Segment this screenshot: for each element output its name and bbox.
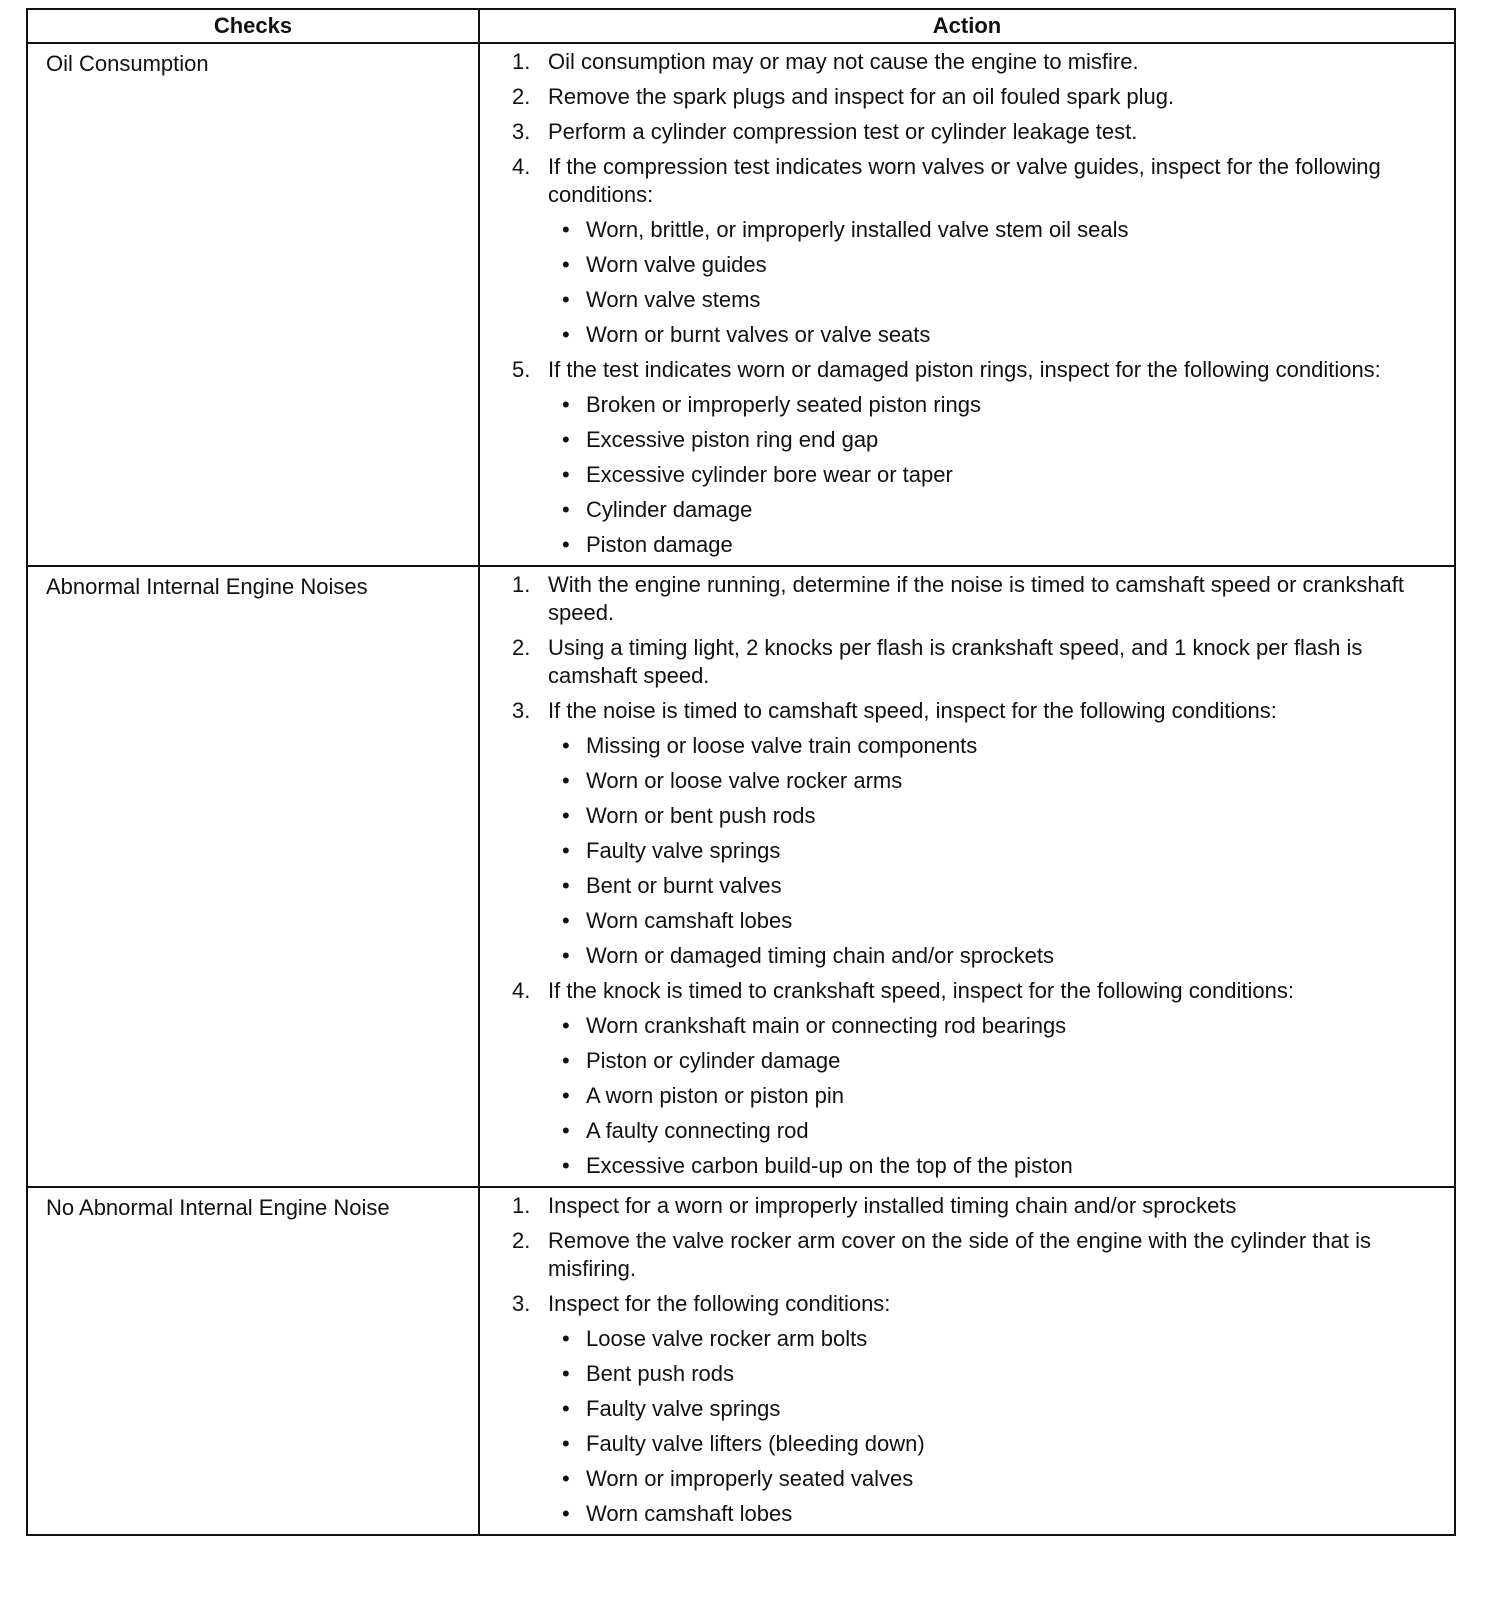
header-row — [27, 9, 1455, 43]
condition-item — [548, 426, 1434, 454]
step-number: 1. — [512, 49, 531, 74]
action-step — [512, 118, 1434, 146]
step-text: If the test indicates worn or damaged piston rings, inspect for the following conditions: — [548, 357, 1381, 382]
condition-item — [548, 1325, 1434, 1353]
condition-text: Loose valve rocker arm bolts — [586, 1326, 868, 1351]
action-cell — [479, 43, 1455, 566]
diagnostic-table — [26, 8, 1456, 1536]
step-text: Inspect for the following conditions: — [548, 1291, 891, 1316]
step-text: Using a timing light, 2 knocks per flash is crankshaft speed, and 1 knock per flash is camshaft speed. — [548, 635, 1363, 688]
bullet-icon: • — [562, 733, 570, 758]
action-cell — [479, 566, 1455, 1187]
condition-text: Broken or improperly seated piston rings — [586, 392, 981, 417]
step-text: If the knock is timed to crankshaft speed, inspect for the following conditions: — [548, 978, 1294, 1003]
condition-text: Piston damage — [586, 532, 733, 557]
condition-list — [548, 732, 1434, 970]
step-number: 4. — [512, 978, 531, 1003]
condition-text: Excessive cylinder bore wear or taper — [586, 462, 953, 487]
condition-list — [548, 391, 1434, 559]
bullet-icon: • — [562, 252, 570, 277]
step-number: 3. — [512, 119, 531, 144]
step-text: If the noise is timed to camshaft speed, inspect for the following conditions: — [548, 698, 1277, 723]
condition-list — [548, 1325, 1434, 1528]
condition-text: Cylinder damage — [586, 497, 753, 522]
condition-text: Worn valve guides — [586, 252, 767, 277]
bullet-icon: • — [562, 427, 570, 452]
bullet-icon: • — [562, 1326, 570, 1351]
condition-item — [548, 1012, 1434, 1040]
bullet-icon: • — [562, 1501, 570, 1526]
condition-text: Worn or improperly seated valves — [586, 1466, 914, 1491]
bullet-icon: • — [562, 838, 570, 863]
action-step — [512, 48, 1434, 76]
condition-text: Worn camshaft lobes — [586, 1501, 793, 1526]
condition-item — [548, 461, 1434, 489]
condition-item — [548, 1152, 1434, 1180]
condition-text: Faulty valve springs — [586, 838, 781, 863]
condition-text: Excessive carbon build-up on the top of the piston — [586, 1153, 1073, 1178]
condition-item — [548, 1047, 1434, 1075]
check-cell: No Abnormal Internal Engine Noise — [27, 1187, 479, 1535]
bullet-icon: • — [562, 873, 570, 898]
action-step — [512, 153, 1434, 349]
condition-item — [548, 531, 1434, 559]
action-step — [512, 1192, 1434, 1220]
condition-text: Faulty valve springs — [586, 1396, 781, 1421]
condition-list — [548, 1012, 1434, 1180]
condition-text: Missing or loose valve train components — [586, 733, 978, 758]
action-steps-list — [512, 1192, 1434, 1528]
step-number: 5. — [512, 357, 531, 382]
condition-text: Excessive piston ring end gap — [586, 427, 879, 452]
condition-item — [548, 802, 1434, 830]
step-text: If the compression test indicates worn valves or valve guides, inspect for the following conditions: — [548, 154, 1381, 207]
step-number: 2. — [512, 1228, 531, 1253]
bullet-icon: • — [562, 768, 570, 793]
condition-text: A worn piston or piston pin — [586, 1083, 845, 1108]
action-step — [512, 697, 1434, 970]
bullet-icon: • — [562, 1083, 570, 1108]
table-row — [27, 1187, 1455, 1535]
condition-item — [548, 1500, 1434, 1528]
action-steps-list — [512, 571, 1434, 1180]
condition-text: Bent or burnt valves — [586, 873, 782, 898]
condition-list — [548, 216, 1434, 349]
action-steps-list — [512, 48, 1434, 559]
condition-text: Worn, brittle, or improperly installed valve stem oil seals — [586, 217, 1129, 242]
step-text: With the engine running, determine if the noise is timed to camshaft speed or crankshaft speed. — [548, 572, 1405, 625]
action-step — [512, 356, 1434, 559]
table-row — [27, 566, 1455, 1187]
bullet-icon: • — [562, 908, 570, 933]
bullet-icon: • — [562, 1396, 570, 1421]
step-number: 1. — [512, 1193, 531, 1218]
condition-item — [548, 251, 1434, 279]
check-cell: Oil Consumption — [27, 43, 479, 566]
condition-item — [548, 767, 1434, 795]
header-checks: Checks — [27, 9, 479, 43]
action-step — [512, 1290, 1434, 1528]
table-body — [27, 43, 1455, 1535]
action-step — [512, 83, 1434, 111]
condition-item — [548, 1430, 1434, 1458]
bullet-icon: • — [562, 532, 570, 557]
condition-text: Worn camshaft lobes — [586, 908, 793, 933]
step-text: Remove the spark plugs and inspect for an oil fouled spark plug. — [548, 84, 1175, 109]
condition-item — [548, 1465, 1434, 1493]
bullet-icon: • — [562, 1118, 570, 1143]
step-number: 3. — [512, 698, 531, 723]
bullet-icon: • — [562, 803, 570, 828]
condition-item — [548, 391, 1434, 419]
bullet-icon: • — [562, 1431, 570, 1456]
condition-item — [548, 1082, 1434, 1110]
step-text: Oil consumption may or may not cause the engine to misfire. — [548, 49, 1139, 74]
table-row — [27, 43, 1455, 566]
bullet-icon: • — [562, 287, 570, 312]
action-step — [512, 977, 1434, 1180]
condition-text: A faulty connecting rod — [586, 1118, 809, 1143]
bullet-icon: • — [562, 392, 570, 417]
step-number: 2. — [512, 84, 531, 109]
condition-text: Piston or cylinder damage — [586, 1048, 841, 1073]
bullet-icon: • — [562, 1013, 570, 1038]
action-step — [512, 571, 1434, 627]
condition-item — [548, 1117, 1434, 1145]
condition-text: Worn crankshaft main or connecting rod bearings — [586, 1013, 1067, 1038]
action-step — [512, 1227, 1434, 1283]
condition-item — [548, 872, 1434, 900]
bullet-icon: • — [562, 322, 570, 347]
condition-text: Faulty valve lifters (bleeding down) — [586, 1431, 925, 1456]
check-cell: Abnormal Internal Engine Noises — [27, 566, 479, 1187]
condition-text: Worn valve stems — [586, 287, 761, 312]
condition-item — [548, 942, 1434, 970]
step-number: 3. — [512, 1291, 531, 1316]
condition-item — [548, 907, 1434, 935]
bullet-icon: • — [562, 1361, 570, 1386]
bullet-icon: • — [562, 1048, 570, 1073]
step-text: Inspect for a worn or improperly installed timing chain and/or sprockets — [548, 1193, 1237, 1218]
condition-text: Worn or bent push rods — [586, 803, 816, 828]
bullet-icon: • — [562, 943, 570, 968]
condition-text: Worn or damaged timing chain and/or sprockets — [586, 943, 1054, 968]
condition-item — [548, 216, 1434, 244]
step-text: Remove the valve rocker arm cover on the side of the engine with the cylinder that is misfiring. — [548, 1228, 1371, 1281]
condition-item — [548, 1395, 1434, 1423]
condition-item — [548, 1360, 1434, 1388]
header-action: Action — [479, 9, 1455, 43]
action-cell — [479, 1187, 1455, 1535]
step-number: 1. — [512, 572, 531, 597]
step-number: 2. — [512, 635, 531, 660]
bullet-icon: • — [562, 1153, 570, 1178]
bullet-icon: • — [562, 462, 570, 487]
condition-item — [548, 321, 1434, 349]
bullet-icon: • — [562, 217, 570, 242]
step-number: 4. — [512, 154, 531, 179]
condition-item — [548, 837, 1434, 865]
condition-item — [548, 496, 1434, 524]
bullet-icon: • — [562, 497, 570, 522]
condition-item — [548, 286, 1434, 314]
condition-item — [548, 732, 1434, 760]
action-step — [512, 634, 1434, 690]
step-text: Perform a cylinder compression test or cylinder leakage test. — [548, 119, 1138, 144]
condition-text: Worn or loose valve rocker arms — [586, 768, 903, 793]
condition-text: Bent push rods — [586, 1361, 734, 1386]
bullet-icon: • — [562, 1466, 570, 1491]
condition-text: Worn or burnt valves or valve seats — [586, 322, 931, 347]
